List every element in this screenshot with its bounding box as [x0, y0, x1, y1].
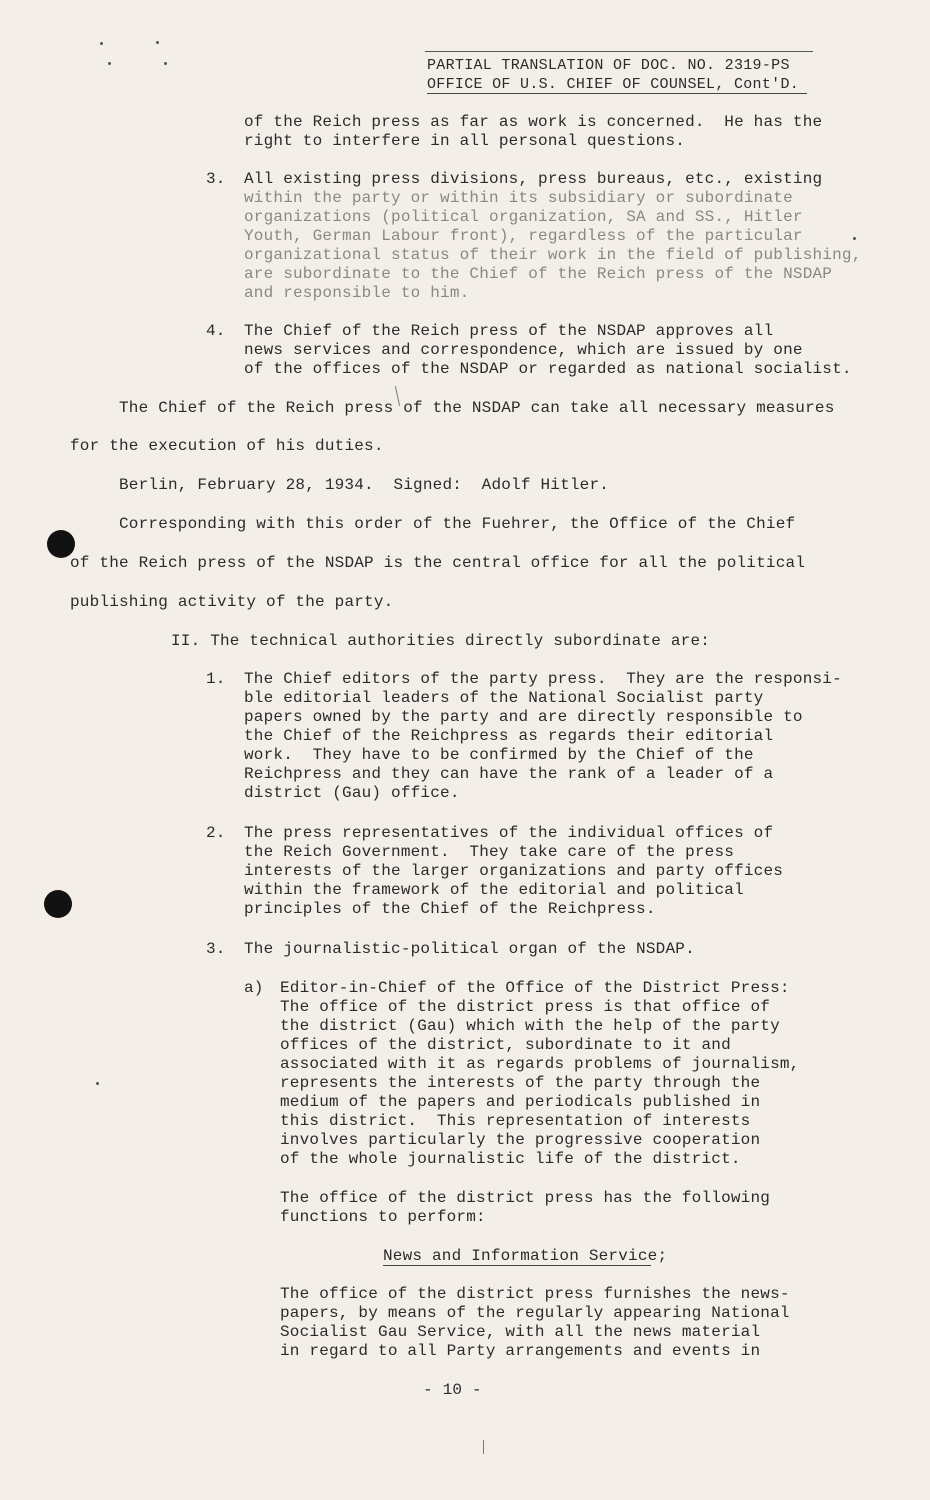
s2-item1-line: the Chief of the Reichpress as regards their editorial: [244, 727, 774, 745]
speck: [164, 62, 167, 65]
item3-line: Youth, German Labour front), regardless of the particular: [244, 227, 803, 245]
header-office: OFFICE OF U.S. CHIEF OF COUNSEL, Cont'D.: [427, 76, 800, 93]
stray-mark: [483, 1440, 484, 1454]
sub-a-line: Editor-in-Chief of the Office of the District Press:: [280, 979, 790, 997]
corresponding-line: of the Reich press of the NSDAP is the central office for all the political: [70, 554, 806, 572]
s2-item2-line: interests of the larger organizations and party offices: [244, 862, 784, 880]
item-number: 3.: [206, 940, 226, 958]
corresponding-line: Corresponding with this order of the Fuehrer, the Office of the Chief: [119, 515, 796, 533]
s2-item1-line: district (Gau) office.: [244, 784, 460, 802]
item3-line: All existing press divisions, press bureaus, etc., existing: [244, 170, 823, 188]
item4-line: news services and correspondence, which are issued by one: [244, 341, 803, 359]
sub-a-line: this district. This representation of interests: [280, 1112, 751, 1130]
news-heading: News and Information Service;: [383, 1247, 668, 1265]
s2-item1-line: papers owned by the party and are directly responsible to: [244, 708, 803, 726]
sub-a-line: medium of the papers and periodicals published in: [280, 1093, 761, 1111]
s2-item2-line: within the framework of the editorial and political: [244, 881, 744, 899]
s2-item3-line: The journalistic-political organ of the NSDAP.: [244, 940, 695, 958]
item3-line: organizations (political organization, SA and SS., Hitler: [244, 208, 803, 226]
item-number: 1.: [206, 670, 226, 688]
header-rule: [425, 51, 813, 52]
punch-hole-bottom: [44, 890, 72, 918]
sub-a-line: the district (Gau) which with the help of the party: [280, 1017, 780, 1035]
sub-a-line: represents the interests of the party through the: [280, 1074, 761, 1092]
item3-line: organizational status of their work in the field of publishing,: [244, 246, 862, 264]
page-number: - 10 -: [423, 1381, 482, 1399]
speck: [108, 62, 111, 65]
corresponding-line: publishing activity of the party.: [70, 593, 394, 611]
item-number: 3.: [206, 170, 226, 188]
news-heading-underline: [383, 1265, 651, 1266]
s2-item2-line: The press representatives of the individual offices of: [244, 824, 774, 842]
speck: [156, 41, 159, 44]
news-line: Socialist Gau Service, with all the news material: [280, 1323, 761, 1341]
functions-line: The office of the district press has the following: [280, 1189, 771, 1207]
header-underline: [427, 93, 807, 94]
item3-line: within the party or within its subsidiary or subordinate: [244, 189, 793, 207]
item-number: 2.: [206, 824, 226, 842]
sub-a-line: of the whole journalistic life of the district.: [280, 1150, 741, 1168]
intro-line: right to interfere in all personal questions.: [244, 132, 686, 150]
section-heading: II. The technical authorities directly subordinate are:: [171, 632, 711, 650]
s2-item1-line: Reichpress and they can have the rank of a leader of a: [244, 765, 774, 783]
item4-line: The Chief of the Reich press of the NSDAP approves all: [244, 322, 774, 340]
item3-line: are subordinate to the Chief of the Reich press of the NSDAP: [244, 265, 833, 283]
news-line: papers, by means of the regularly appearing National: [280, 1304, 790, 1322]
sub-a-line: The office of the district press is that office of: [280, 998, 771, 1016]
measures-line: The Chief of the Reich press of the NSDAP can take all necessary measures: [119, 399, 835, 417]
signature-line: Berlin, February 28, 1934. Signed: Adolf Hitler.: [119, 476, 610, 494]
speck: [853, 237, 856, 240]
s2-item2-line: the Reich Government. They take care of the press: [244, 843, 735, 861]
measures-line: for the execution of his duties.: [70, 437, 384, 455]
item3-line: and responsible to him.: [244, 284, 470, 302]
sub-a-line: offices of the district, subordinate to it and: [280, 1036, 731, 1054]
s2-item1-line: The Chief editors of the party press. They are the responsi-: [244, 670, 842, 688]
s2-item1-line: ble editorial leaders of the National Socialist party: [244, 689, 764, 707]
intro-line: of the Reich press as far as work is concerned. He has the: [244, 113, 823, 131]
functions-line: functions to perform:: [280, 1208, 486, 1226]
item-number: 4.: [206, 322, 226, 340]
speck: [96, 1082, 99, 1085]
s2-item2-line: principles of the Chief of the Reichpress.: [244, 900, 656, 918]
sub-a-line: involves particularly the progressive cooperation: [280, 1131, 761, 1149]
speck: [100, 42, 103, 45]
s2-item1-line: work. They have to be confirmed by the Chief of the: [244, 746, 754, 764]
news-line: in regard to all Party arrangements and events in: [280, 1342, 761, 1360]
news-line: The office of the district press furnishes the news-: [280, 1285, 790, 1303]
sub-item-label: a): [244, 979, 264, 997]
sub-a-line: associated with it as regards problems of journalism,: [280, 1055, 800, 1073]
header-title: PARTIAL TRANSLATION OF DOC. NO. 2319-PS: [427, 57, 790, 74]
item4-line: of the offices of the NSDAP or regarded as national socialist.: [244, 360, 852, 378]
